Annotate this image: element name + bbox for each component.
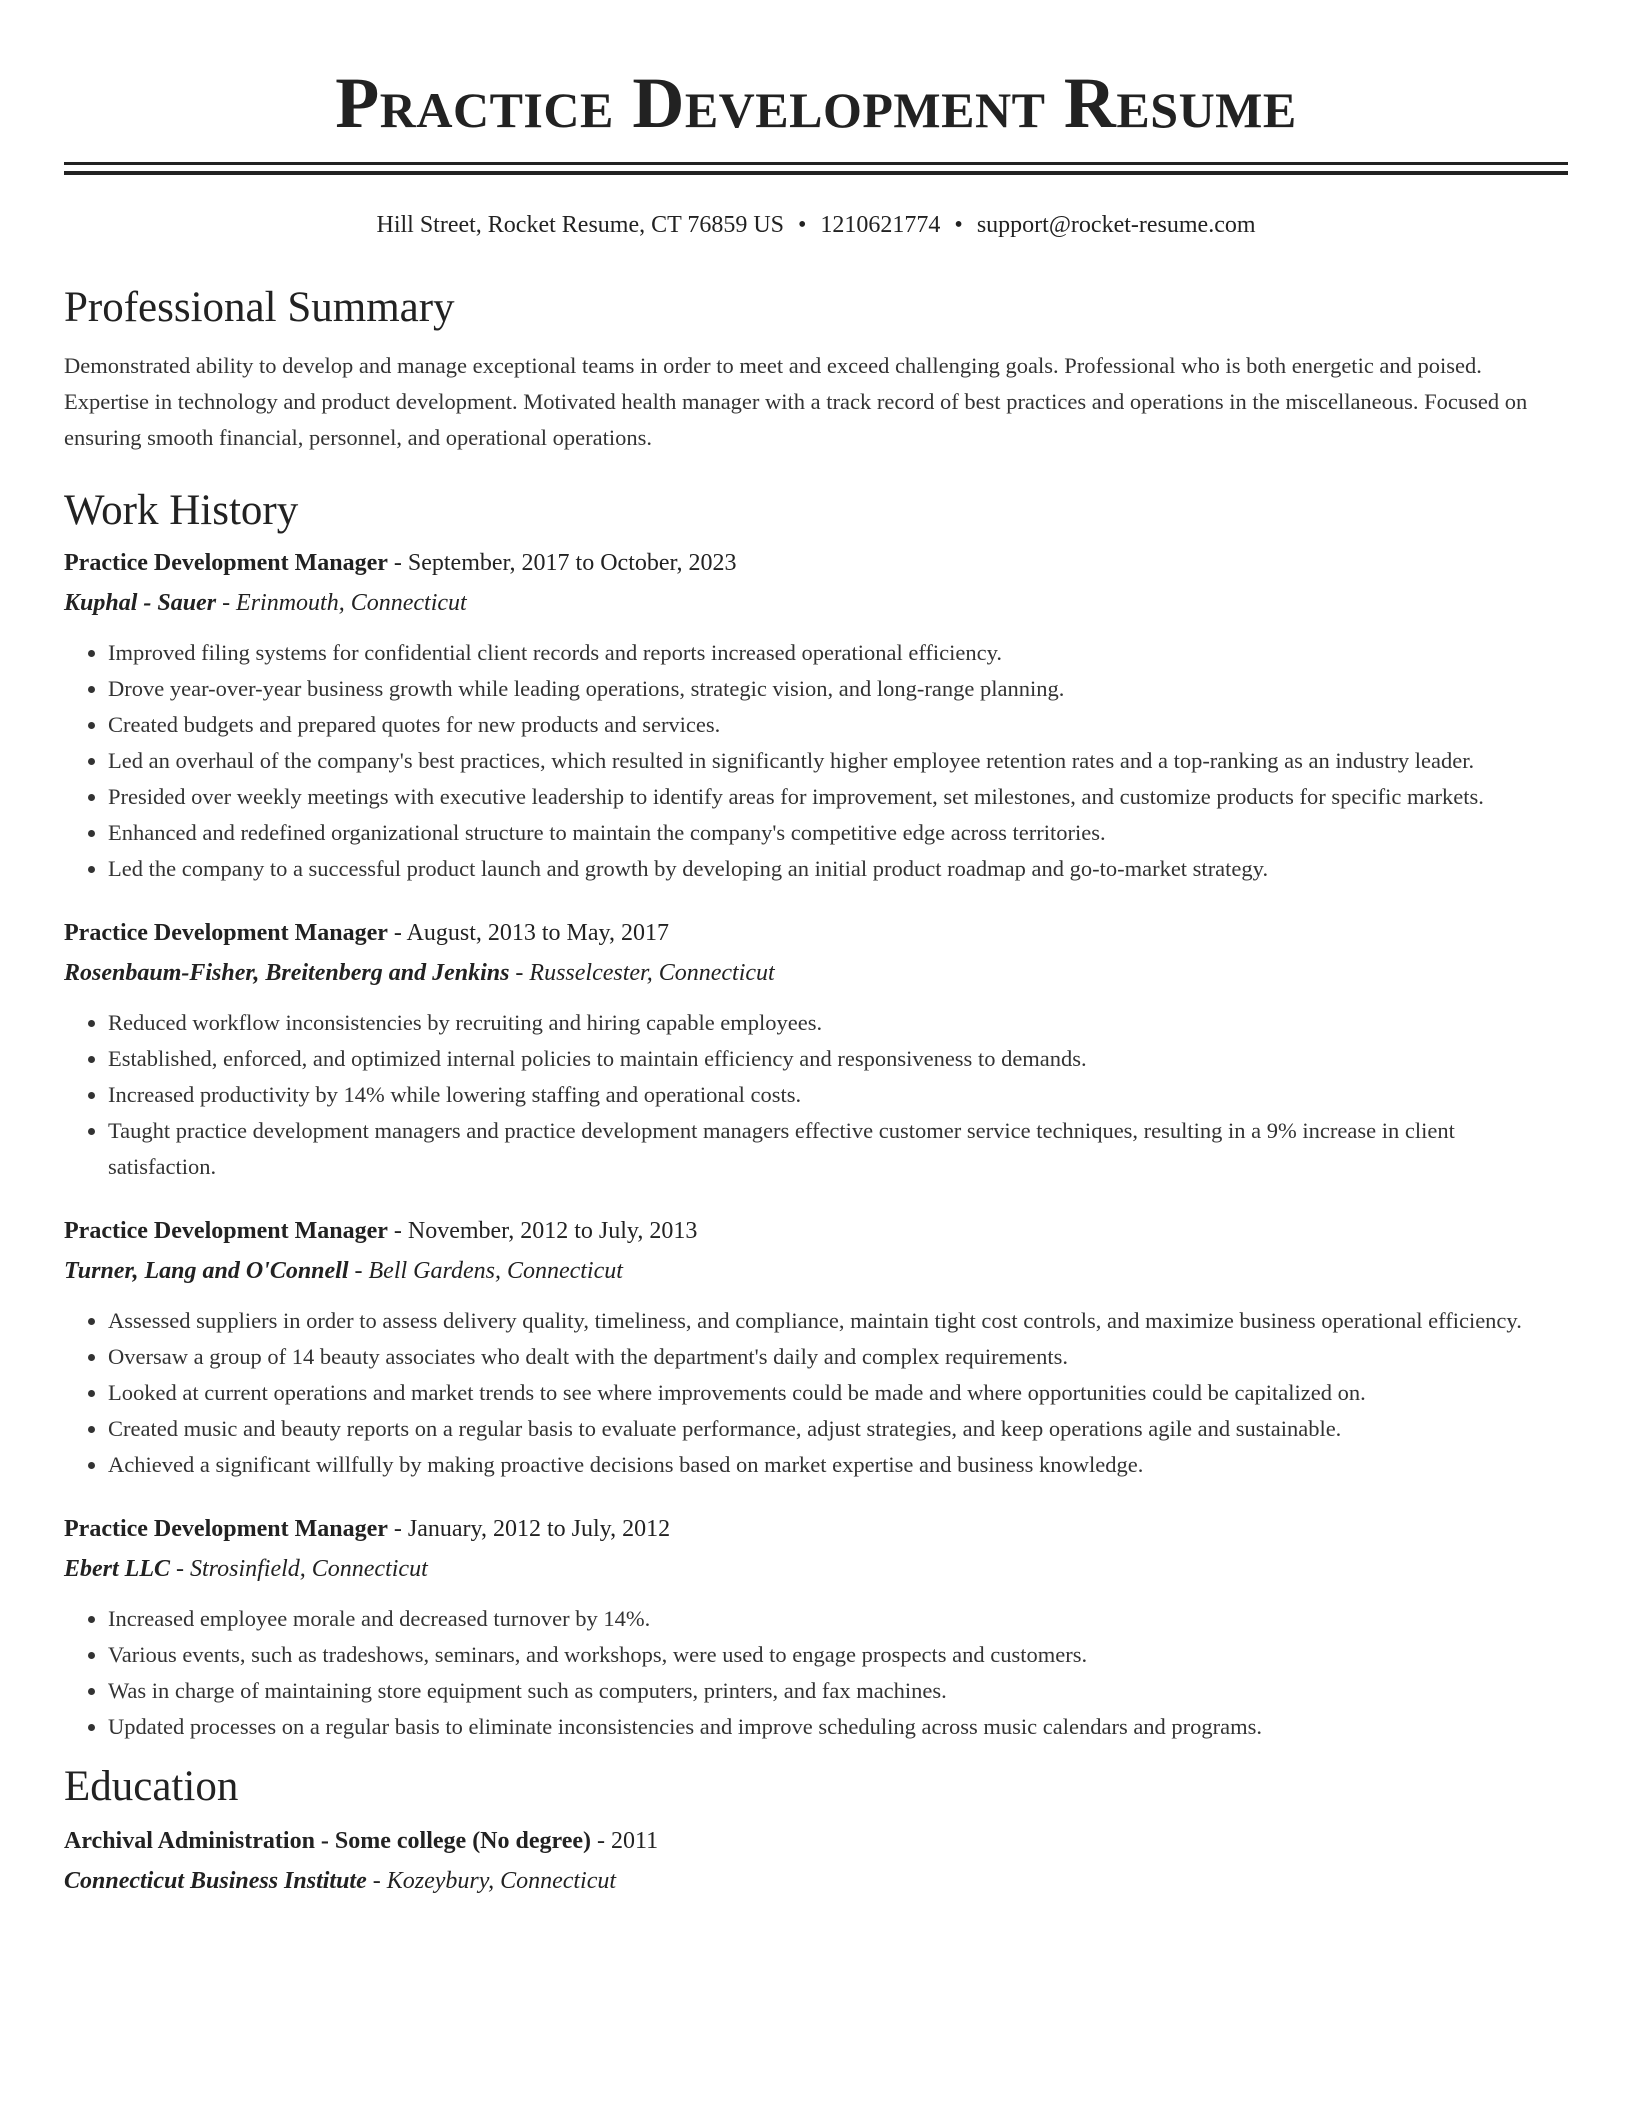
contact-separator: •: [954, 212, 963, 238]
job-dates: - August, 2013 to May, 2017: [387, 920, 669, 946]
duty-item: • Looked at current operations and market trends to see where improvements could be made and where opportunities could be capitalized on.: [108, 1375, 1568, 1411]
contact-email: support@rocket-resume.com: [976, 212, 1256, 238]
contact-line: [64, 209, 1568, 241]
company-name: Ebert LLC: [64, 1556, 170, 1582]
duty-item: • Enhanced and redefined organizational structure to maintain the company's competitive edge across territories.: [108, 815, 1568, 851]
duty-list: [64, 1303, 1568, 1483]
duty-list: [64, 1005, 1568, 1185]
education-heading: Education: [64, 1763, 239, 1810]
job-title: Practice Development Manager: [64, 550, 388, 576]
company-name: Rosenbaum-Fisher, Breitenberg and Jenkins: [64, 960, 510, 986]
resume-title: Practice Development Resume: [335, 63, 1297, 143]
duty-list: [64, 1601, 1568, 1745]
school-name: Connecticut Business Institute: [64, 1868, 367, 1894]
title-rule-bottom: [64, 171, 1568, 175]
duty-item: • Led an overhaul of the company's best practices, which resulted in significantly higher employee retention rates and a top-ranking as an industry leader.: [108, 743, 1568, 779]
duty-item: • Presided over weekly meetings with executive leadership to identify areas for improvement, set milestones, and customize products for specific markets.: [108, 779, 1568, 815]
duty-item: • Updated processes on a regular basis to eliminate inconsistencies and improve scheduling across music calendars and programs.: [108, 1709, 1568, 1745]
job-title: Practice Development Manager: [64, 920, 388, 946]
duty-item: • Oversaw a group of 14 beauty associates who dealt with the department's daily and complex requirements.: [108, 1339, 1568, 1375]
company-location: - Russelcester, Connecticut: [509, 960, 775, 986]
job-title-line: [64, 913, 1568, 953]
degree-name: Archival Administration - Some college (No degree): [64, 1828, 592, 1854]
school-location: - Kozeybury, Connecticut: [366, 1868, 617, 1894]
company-line: [64, 953, 1568, 993]
job-title-line: [64, 1509, 1568, 1549]
work-history-heading: Work History: [64, 487, 299, 534]
job-dates: - September, 2017 to October, 2023: [387, 550, 737, 576]
job-dates: - January, 2012 to July, 2012: [387, 1516, 671, 1542]
job-entry: [64, 543, 1568, 887]
company-location: - Bell Gardens, Connecticut: [348, 1258, 623, 1284]
duty-item: • Led the company to a successful product launch and growth by developing an initial product roadmap and go-to-market strategy.: [108, 851, 1568, 887]
job-title: Practice Development Manager: [64, 1516, 388, 1542]
job-title-line: [64, 1211, 1568, 1251]
duty-item: • Increased productivity by 14% while lowering staffing and operational costs.: [108, 1077, 1568, 1113]
duty-item: • Increased employee morale and decreased turnover by 14%.: [108, 1601, 1568, 1637]
company-name: Kuphal - Sauer: [64, 590, 217, 616]
school-line: [64, 1861, 1568, 1901]
duty-item: • Established, enforced, and optimized internal policies to maintain efficiency and responsiveness to demands.: [108, 1041, 1568, 1077]
contact-address: Hill Street, Rocket Resume, CT 76859 US: [376, 212, 785, 238]
title-rule-top: [64, 162, 1568, 165]
job-entry: [64, 1211, 1568, 1483]
duty-item: • Improved filing systems for confidential client records and reports increased operational efficiency.: [108, 635, 1568, 671]
degree-year: - 2011: [591, 1828, 659, 1854]
duty-item: • Created music and beauty reports on a regular basis to evaluate performance, adjust strategies, and keep operations agile and sustainable.: [108, 1411, 1568, 1447]
job-title-line: [64, 543, 1568, 583]
contact-phone: 1210621774: [820, 212, 941, 238]
summary-text: Demonstrated ability to develop and manage exceptional teams in order to meet and exceed challenging goals. Professional who is both energetic and poised. Expertise in technology and product development. Motivated health manager with a track record of best practices and operations in the miscellaneous. Focused on ensuring smooth financial, personnel, and operational operations.: [64, 353, 1528, 450]
job-entry: [64, 913, 1568, 1185]
duty-list: [64, 635, 1568, 887]
company-name: Turner, Lang and O'Connell: [64, 1258, 349, 1284]
duty-item: • Reduced workflow inconsistencies by recruiting and hiring capable employees.: [108, 1005, 1568, 1041]
company-location: - Strosinfield, Connecticut: [170, 1556, 428, 1582]
job-title: Practice Development Manager: [64, 1218, 388, 1244]
duty-item: • Taught practice development managers and practice development managers effective customer service techniques, resulting in a 9% increase in client satisfaction.: [108, 1113, 1568, 1185]
company-line: [64, 583, 1568, 623]
duty-item: • Assessed suppliers in order to assess delivery quality, timeliness, and compliance, maintain tight cost controls, and maximize business operational efficiency.: [108, 1303, 1568, 1339]
company-location: - Erinmouth, Connecticut: [216, 590, 467, 616]
summary-heading: Professional Summary: [64, 284, 455, 331]
job-entry: [64, 1509, 1568, 1745]
contact-separator: •: [798, 212, 807, 238]
education-entry: [64, 1821, 1568, 1901]
duty-item: • Created budgets and prepared quotes for new products and services.: [108, 707, 1568, 743]
company-line: [64, 1549, 1568, 1589]
duty-item: • Various events, such as tradeshows, seminars, and workshops, were used to engage prospects and customers.: [108, 1637, 1568, 1673]
degree-line: [64, 1821, 1568, 1861]
company-line: [64, 1251, 1568, 1291]
duty-item: • Drove year-over-year business growth while leading operations, strategic vision, and long-range planning.: [108, 671, 1568, 707]
duty-item: • Was in charge of maintaining store equipment such as computers, printers, and fax machines.: [108, 1673, 1568, 1709]
job-dates: - November, 2012 to July, 2013: [387, 1218, 698, 1244]
duty-item: • Achieved a significant willfully by making proactive decisions based on market expertise and business knowledge.: [108, 1447, 1568, 1483]
